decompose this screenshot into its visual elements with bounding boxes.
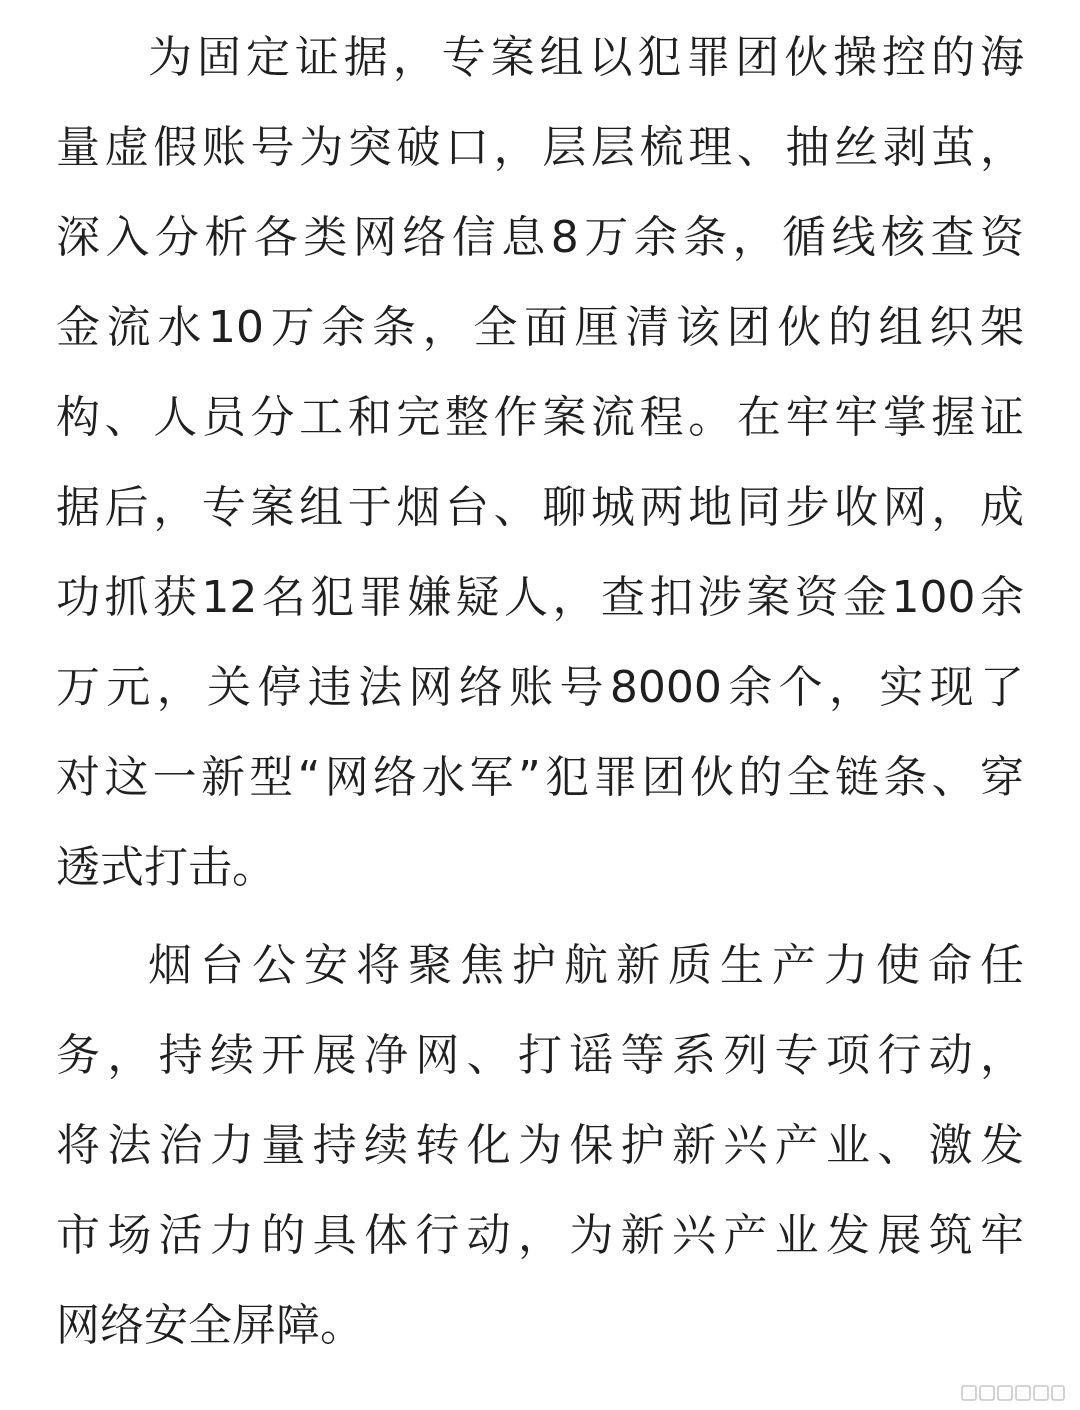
paragraph-line: 量虚假账号为突破口，层层梳理、抽丝剥茧， [56,122,1024,173]
paragraph-line: 透式打击。 [56,842,276,893]
paragraph-line: 将法治力量持续转化为保护新兴产业、激发 [56,1120,1024,1171]
paragraph-line: 万元，关停违法网络账号8000余个，实现了 [56,662,1024,713]
paragraph-line: 市场活力的具体行动，为新兴产业发展筑牢 [56,1210,1024,1261]
paragraph-line: 构、人员分工和完整作案流程。在牢牢掌握证 [56,392,1024,443]
paragraph-line: 烟台公安将聚焦护航新质生产力使命任 [148,940,1024,991]
paragraph-line: 为固定证据，专案组以犯罪团伙操控的海 [148,32,1024,83]
paragraph-line: 功抓获12名犯罪嫌疑人，查扣涉案资金100余 [56,572,1024,623]
paragraph-line: 对这一新型“网络水军”犯罪团伙的全链条、穿 [56,752,1024,803]
paragraph-line: 务，持续开展净网、打谣等系列专项行动， [56,1030,1024,1081]
paragraph-line: 金流水10万余条，全面厘清该团伙的组织架 [56,302,1024,353]
paragraph-line: 网络安全屏障。 [56,1300,364,1351]
watermark-logo [960,1382,1066,1404]
paragraph-line: 据后，专案组于烟台、聊城两地同步收网，成 [56,482,1024,533]
paragraph-line: 深入分析各类网络信息8万余条，循线核查资 [56,212,1024,263]
